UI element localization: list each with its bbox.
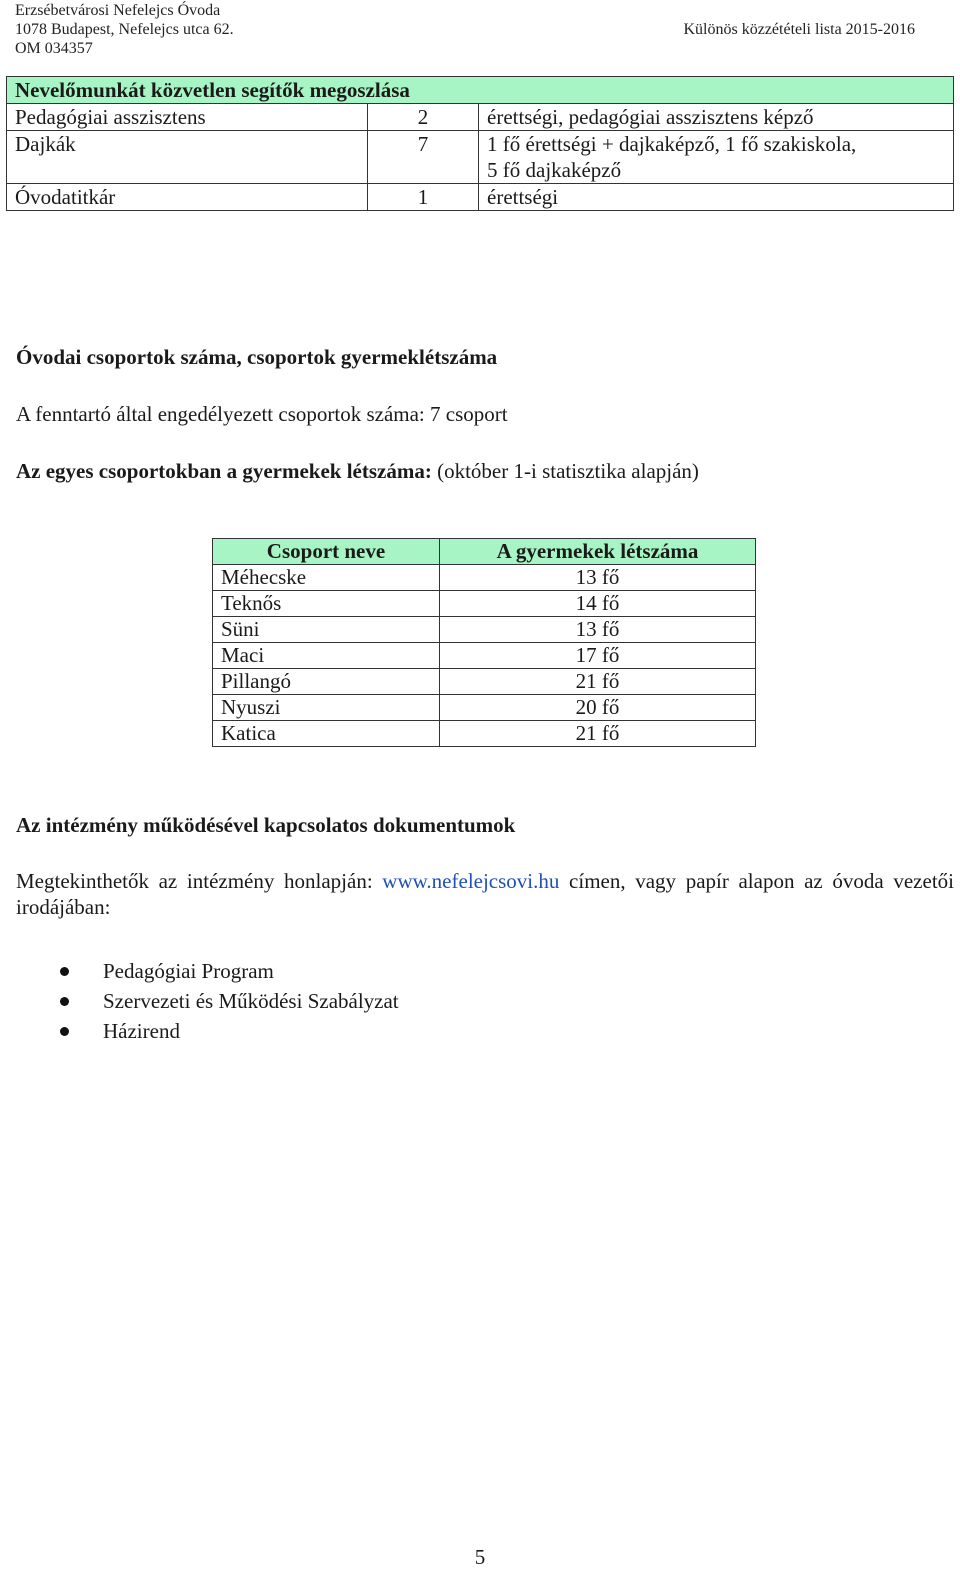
group-name: Maci [213,643,440,669]
document-title: Különös közzétételi lista 2015-2016 [683,21,915,38]
table-row [7,104,954,131]
qualification-line: érettségi, pedagógiai asszisztens képző [487,105,814,129]
group-count: 13 fő [440,565,756,591]
headcount-intro [16,458,699,484]
group-count: 21 fő [440,721,756,747]
column-header-child-count: A gyermekek létszáma [440,539,756,565]
staff-role: Pedagógiai asszisztens [7,104,368,131]
bullet-icon [60,967,69,976]
bullet-icon [60,997,69,1006]
approved-groups-text: A fenntartó által engedélyezett csoportok száma: 7 csoport [16,402,508,426]
table-row [213,669,756,695]
support-staff-table [6,76,954,211]
qualification-line: 5 fő dajkaképző [487,158,622,182]
group-count: 17 fő [440,643,756,669]
website-link[interactable]: www.nefelejcsovi.hu [382,869,560,893]
staff-count: 2 [368,104,479,131]
staff-qualification [479,184,954,211]
table-row [7,184,954,211]
staff-role: Dajkák [7,131,368,184]
headcount-label: Az egyes csoportokban a gyermekek létszáma: [16,459,432,483]
table-row [213,565,756,591]
documents-text-after: címen, vagy papír alapon az óvoda vezetői irodájában: [16,869,954,919]
group-headcount-table [212,538,756,747]
documents-heading: Az intézmény működésével kapcsolatos dokumentumok [16,813,516,837]
group-name: Katica [213,721,440,747]
qualification-line: érettségi [487,185,559,209]
documents-text-before: Megtekinthetők az intézmény honlapján: [16,869,383,893]
table-title: Nevelőmunkát közvetlen segítők megoszlása [7,77,954,104]
table-row [213,643,756,669]
group-count: 14 fő [440,591,756,617]
groups-heading: Óvodai csoportok száma, csoportok gyermeklétszáma [16,345,498,369]
table-header-row [213,539,756,565]
table-row [213,617,756,643]
group-name: Méhecske [213,565,440,591]
staff-qualification [479,104,954,131]
table-row [7,131,954,184]
page-number: 5 [474,1545,486,1569]
staff-role: Óvodatitkár [7,184,368,211]
group-name: Pillangó [213,669,440,695]
table-row [213,695,756,721]
list-item-label: Pedagógiai Program [103,959,274,983]
table-row [213,721,756,747]
table-title-row [7,77,954,104]
column-header-group-name: Csoport neve [213,539,440,565]
om-code: OM 034357 [15,40,93,57]
institution-name: Erzsébetvárosi Nefelejcs Óvoda [15,2,221,19]
table-row [213,591,756,617]
qualification-line: 1 fő érettségi + dajkaképző, 1 fő szakiskola, [487,132,857,156]
group-count: 13 fő [440,617,756,643]
list-item-label: Szervezeti és Működési Szabályzat [103,989,399,1013]
group-name: Süni [213,617,440,643]
group-count: 20 fő [440,695,756,721]
document-header-left [15,1,234,58]
group-name: Teknős [213,591,440,617]
institution-address: 1078 Budapest, Nefelejcs utca 62. [15,21,234,38]
group-name: Nyuszi [213,695,440,721]
staff-qualification [479,131,954,184]
staff-count: 1 [368,184,479,211]
staff-count: 7 [368,131,479,184]
headcount-note: (október 1-i statisztika alapján) [431,459,699,483]
group-count: 21 fő [440,669,756,695]
list-item-label: Házirend [103,1019,180,1043]
documents-paragraph [16,868,954,920]
bullet-icon [60,1027,69,1036]
